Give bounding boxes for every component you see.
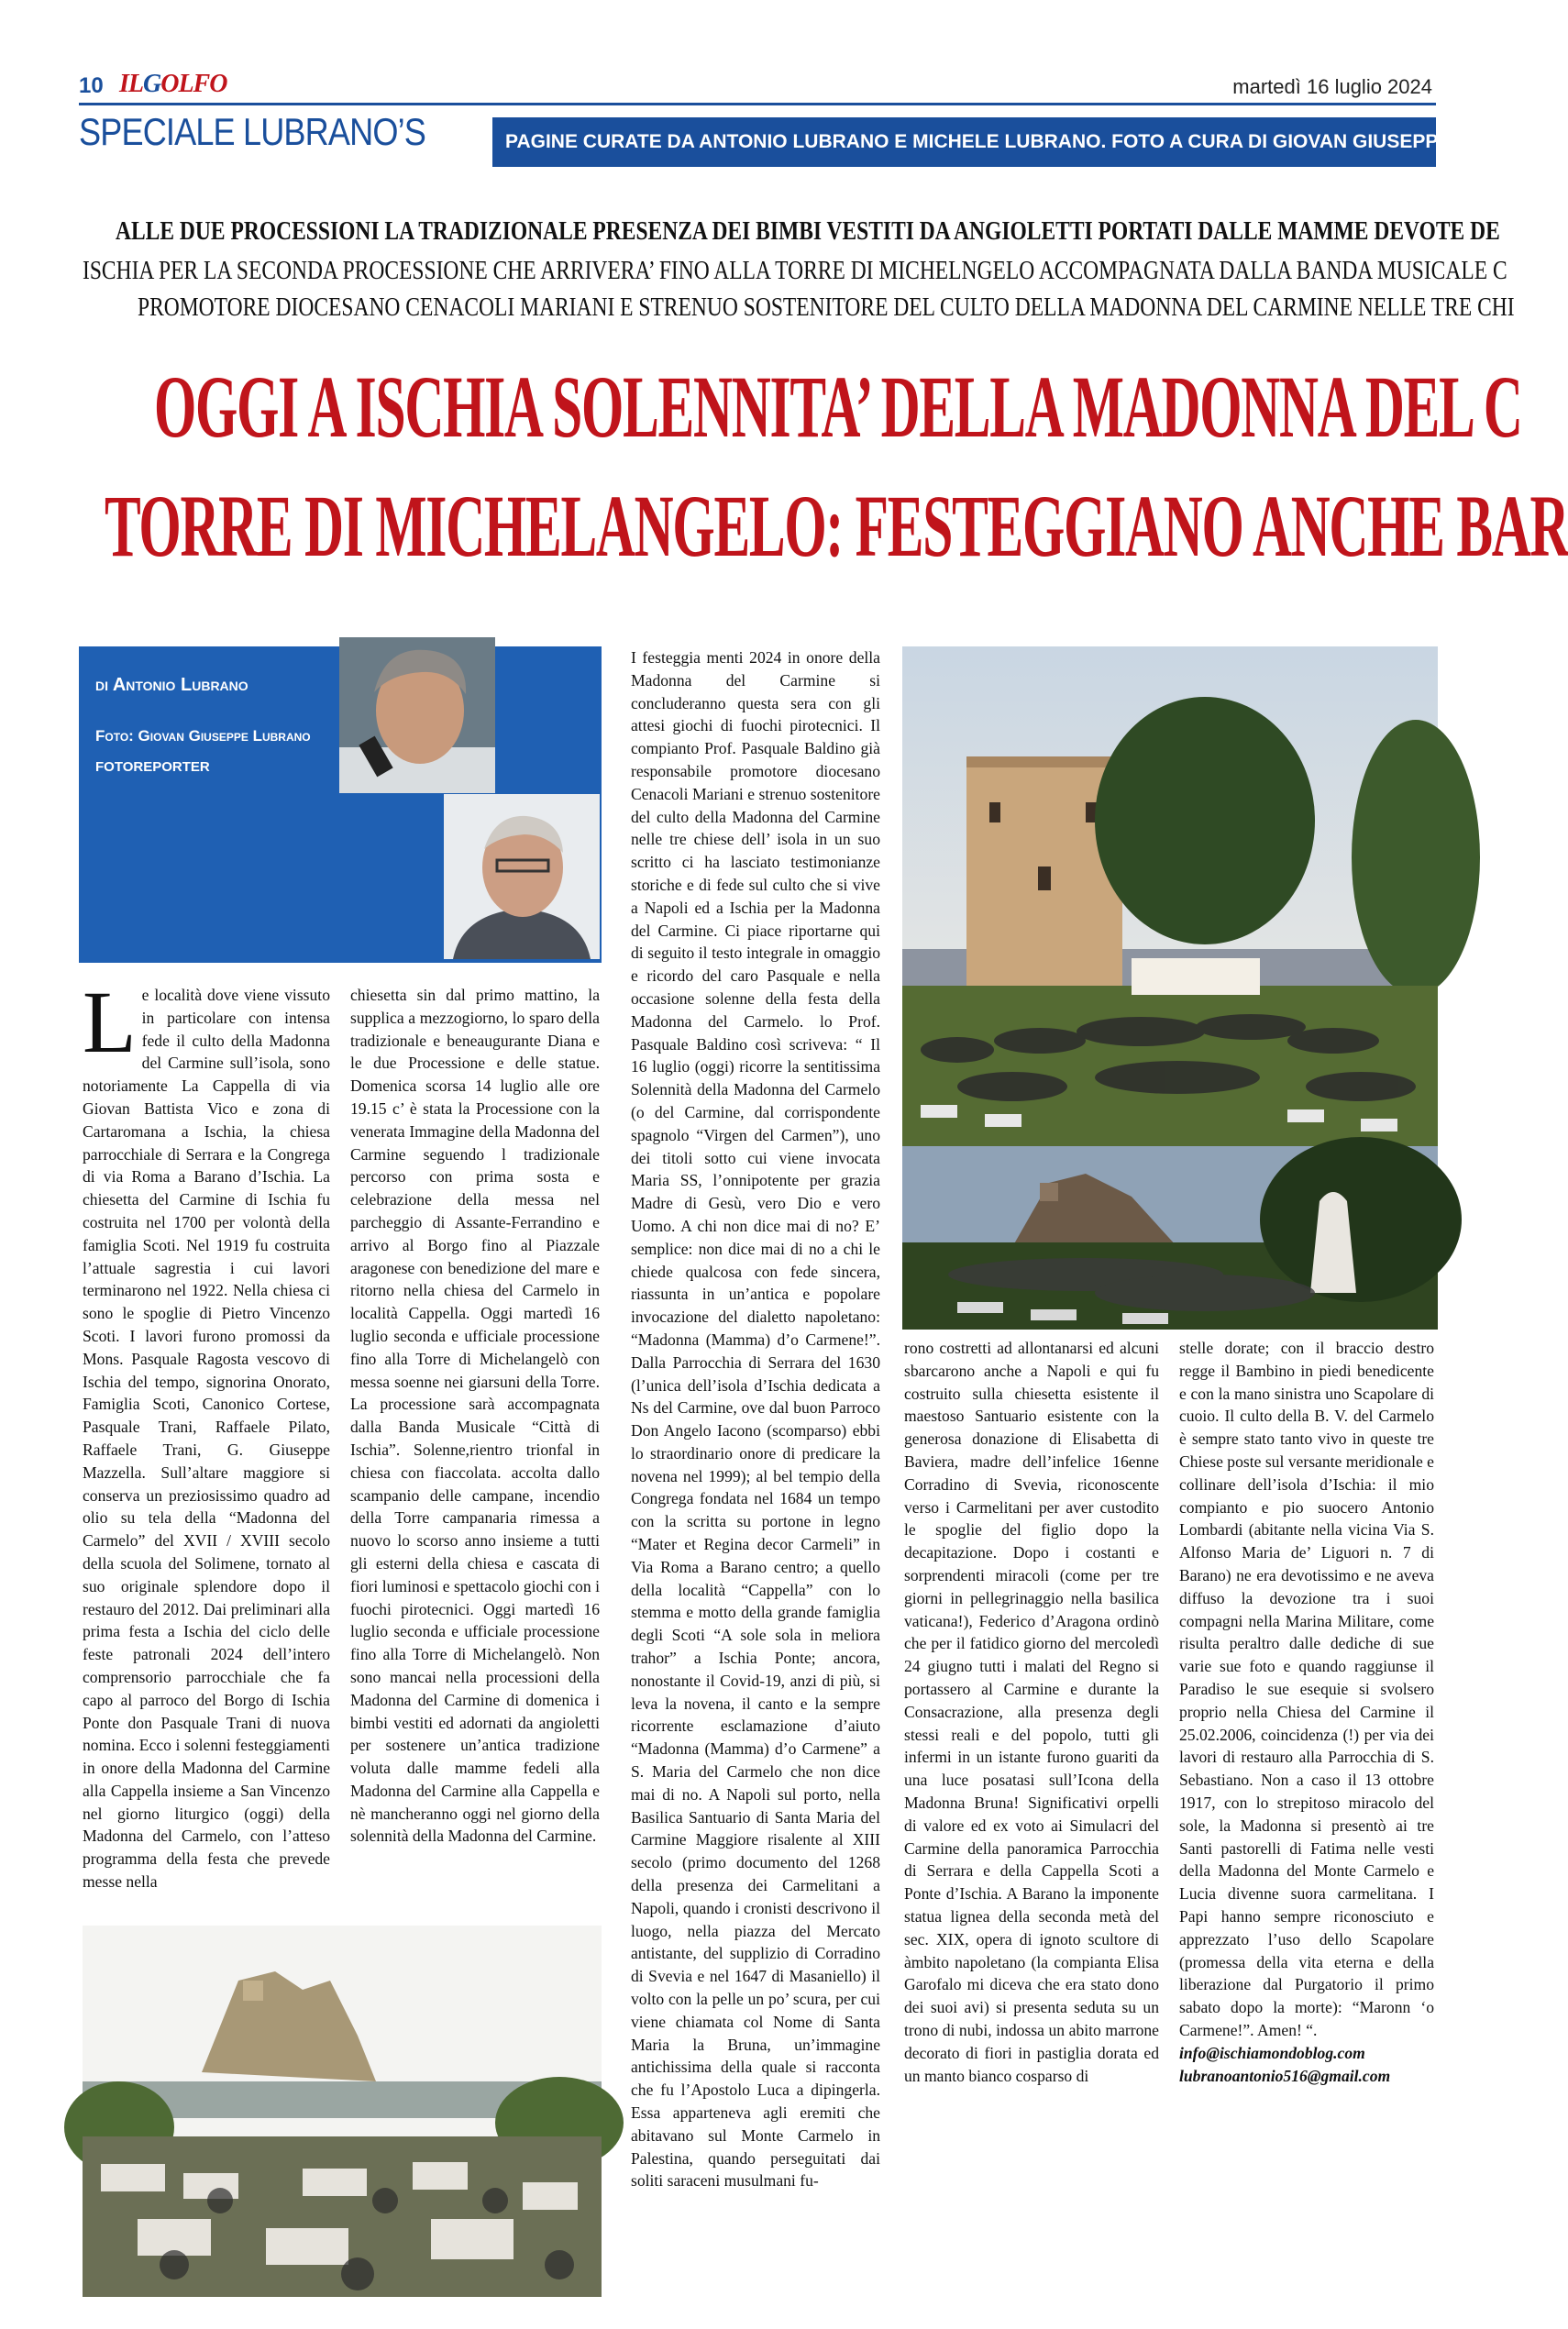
article-column-4 xyxy=(904,1337,1159,2087)
issue-date: martedì 16 luglio 2024 xyxy=(1232,75,1432,98)
kicker-line-1: ALLE DUE PROCESSIONI LA TRADIZIONALE PRESENZA DEI BIMBI VESTITI DA ANGIOLETTI PORTATI DALLE MAMME DEVOTE DE xyxy=(116,217,1500,246)
byline-role: FOTOREPORTER xyxy=(95,759,210,775)
article-column-5 xyxy=(1179,1337,1434,2087)
credits-banner: PAGINE CURATE DA ANTONIO LUBRANO E MICHELE LUBRANO. FOTO A CURA DI GIOVAN GIUSEPPE LUBRANO xyxy=(492,117,1436,167)
tower-mass-photo xyxy=(902,646,1438,1146)
header-rule xyxy=(79,103,1436,105)
contact-email-1: info@ischiamondoblog.com xyxy=(1179,2043,1365,2062)
article-text-5: stelle dorate; con il braccio destro regge il Bambino in piedi benedicente e con la mano sinistra uno Scapolare di cuoio. Il culto della B. V. del Carmelo è sempre stato tanto vivo in queste tre Chiese poste sul versante meridionale e collinare dell’isola d’Ischia: il mio compianto e pio suocero Antonio Lombardi (abitante nella vicina Via S. Alfonso Maria de’ Liguori n. 7 di Barano) ne era devotissimo e ne aveva diffuso la devozione tra i suoi compagni nella Marina Militare, come risulta peraltro dalle dediche di sue varie sue foto e quando raggiunse il Paradiso le sue esequie si svolsero proprio nella Chiesa del Carmine il 25.02.2006, coincidenza (!) per via dei lavori di restauro alla Parrocchia di S. Sebastiano. Non a caso il 13 ottobre 1917, con lo strepitoso miracolo del sole, la Madonna si presentò ai tre Santi pastorelli di Fatima nelle vesti della Madonna del Monte Carmelo e Lucia divenne suora carmelitana. I Papi hanno sempre riconosciuto e apprezzato l’uso dello Scapolare (promessa della vita eterna e della liberazione dal Purgatorio il primo sabato dopo la morte): “Maronn ‘o Carmene!”. Amen! “. xyxy=(1179,1339,1434,2039)
headline-line-2: TORRE DI MICHELANGELO: FESTEGGIANO ANCHE BAR xyxy=(105,477,1568,575)
headline-line-1: OGGI A ISCHIA SOLENNITA’ DELLA MADONNA DEL C xyxy=(154,358,1522,456)
crowd-procession-photo xyxy=(83,1926,602,2297)
kicker-line-3: PROMOTORE DIOCESANO CENACOLI MARIANI E STRENUO SOSTENITORE DEL CULTO DELLA MADONNA DEL CARMINE NELLE TRE CHI xyxy=(138,293,1515,322)
article-column-2 xyxy=(350,984,600,1848)
author-portrait xyxy=(339,637,495,793)
newspaper-logo: ILGOLFO xyxy=(119,70,227,98)
article-column-3 xyxy=(631,646,880,2192)
dropcap: L xyxy=(83,973,137,1071)
photographer-portrait xyxy=(444,794,600,959)
byline-author: di Antonio Lubrano xyxy=(95,675,248,695)
article-text-4: rono costretti ad allontanarsi ed alcuni sbarcarono anche a Napoli e qui fu costruito sulla chiesetta esistente il maestoso Santuario esistente con la generosa donazione di Elisabetta di Baviera, madre dell’infelice 16enne Corradino di Svevia, riconoscente verso i Carmelitani per aver custodito le spoglie del figlio dopo la decapitazione. Dopo i costanti e sorprendenti miracoli (come per tre giorni in pellegrinaggio nella basilica vaticana!), Federico d’Aragona ordinò che per il fatidico giorno del mercoledì 24 giugno tutti i malati del Regno si portassero al Carmine e durante la Consacrazione, alla presenza degli stessi reali e del popolo, tutti gli infermi in un istante furono guariti da una luce posatasi sull’Icona della Madonna Bruna! Significativi orpelli di valore ed ex voto ai Simulacri del Carmine della panoramica Parrocchia di Serrara e della Cappella Scoti a Ponte d’Ischia. A Barano la imponente statua lignea della seconda metà del sec. XIX, opera di ignoto scultore di àmbito napoletano (la compianta Elisa Garofalo mi diceva che era stato dono dei suoi avi) si presenta seduta su un trono di nubi, indossa un abito marrone decorato di fiori in pastiglia dorata ed un manto bianco cosparso di xyxy=(904,1339,1159,2085)
byline-photo-credit: Foto: Giovan Giuseppe Lubrano xyxy=(95,727,311,745)
article-text-2: chiesetta sin dal primo mattino, la supplica a mezzogiorno, lo sparo della tradizionale e beneaugurante Diana e le due Processione e delle statue. Domenica scorsa 14 luglio alle ore 19.15 c’ è stata la Processione con la venerata Immagine della Madonna del Carmine seguendo l tradizionale percorso con prima sosta e celebrazione della messa nel parcheggio di Assante-Ferrandino e arrivo al Borgo fino al Piazzale aragonese con benedizione del mare e ritorno nella chiesa del Carmelo in località Cappella. Oggi martedì 16 luglio seconda e ufficiale processione fino alla Torre di Michelangelò con messa soenne nei giarsuni della Torre. La processione sarà accompagnata dalla Banda Musicale “Città di Ischia”. Solenne,rientro trionfal in chiesa con fiaccolata. accolta dallo scampanio delle campane, incendio della Torre campanaria rimessa a nuovo lo scorso anno insieme a tutti gli esterni della chiesa e cascata di fiori luminosi e spettacolo giochi con i fuochi pirotecnici. Oggi martedì 16 luglio seconda e ufficiale processione fino alla Torre di Michelangelò. Non sono mancai nella processioni della Madonna del Carmine di domenica i bimbi vestiti ed adornati da angioletti per sostenere un’antica tradizione voluta dalle mamme fedeli alla Madonna del Carmine alla Cappella e nè mancheranno oggi nel giorno della solennità della Madonna del Carmine. xyxy=(350,986,600,1846)
contact-email-2: lubranoantonio516@gmail.com xyxy=(1179,2066,1391,2085)
article-text-1: e località dove viene vissuto in particolare con intensa fede il culto della Madonna del Carmine sull’isola, sono notoriamente La Cappella di via Giovan Battista Vico e zona di Cartaromana a Ischia, la chiesa parrocchiale di Serrara e la Congrega di via Roma a Barano d’Ischia. La chiesetta del Carmine di Ischia fu costruita nel 1700 per volontà della famiglia Scoti. Nel 1919 fu costruita l’attuale sagrestia i cui lavori terminarono nel 1922. Nella chiesa ci sono le spoglie di Pietro Vincenzo Scoti. I lavori furono promossi da Mons. Pasquale Ragosta vescovo di Ischia del tempo, signorina Onorato, Famiglia Scoti, Canonico Cortese, Pasquale Trani, Raffaele Pilato, Raffaele Trani, G. Giuseppe Mazzella. Sull’altare maggiore si conserva un preziosissimo quadro ad olio su tela della “Madonna del Carmelo” del XVII / XVIII secolo della scuola del Solimene, tornato al suo originale splendore dopo il restauro del 2012. Dai preliminari alla prima festa a Ischia del ciclo delle feste patronali 2024 dell’intero comprensorio parrocchiale che fa capo al parroco del Borgo di Ischia Ponte don Pasquale Trani di nuova nomina. Ecco i solenni festeggiamenti in onore della Madonna del Carmine alla Cappella insieme a San Vincenzo nel giorno liturgico (oggi) della Madonna del Carmelo, con l’atteso programma della festa che prevede messe nella xyxy=(83,986,330,1892)
article-column-1 xyxy=(83,973,330,1893)
kicker-line-2: ISCHIA PER LA SECONDA PROCESSIONE CHE ARRIVERA’ FINO ALLA TORRE DI MICHELNGELO ACCOMPAGNATA DALLA BANDA MUSICALE C xyxy=(83,257,1507,285)
castle-evening-photo xyxy=(902,1146,1438,1330)
article-text-3: I festeggia menti 2024 in onore della Madonna del Carmine si concluderanno questa sera con gli attesi giochi di fuochi pirotecnici. Il compianto Prof. Pasquale Baldino già responsabile promotore diocesano Cenacoli Mariani e strenuo sostenitore del culto della Madonna del Carmine nelle tre chiese dell’ isola in un suo scritto ci ha lasciato testimonianze storiche e di fede sul culto che si vive a Napoli ed a Ischia per la Madonna del Carmine. Ci piace riportarne qui di seguito il testo integrale in omaggio e ricordo del caro Pasquale e nella occasione solenne della festa della Madonna del Carmelo. lo Prof. Pasquale Baldino così scriveva: “ Il 16 luglio (oggi) ricorre la sentitissima Solennità della Madonna del Carmelo (o del Carmine, dal corrispondente spagnolo “Virgen del Carmen”), uno dei titoli sotto cui viene invocata Maria SS, l’onnipotente per grazia Madre di Gesù, vero Dio e vero Uomo. A chi non dice mai di no? E’ semplice: non dice mai di no a chi le chiede qualcosa con fede sincera, riassunta in un’antica e popolare invocazione del dialetto napoletano: “Madonna (Mamma) d’o Carmene!”. Dalla Parrocchia di Serrara del 1630 (l’unica dell’isola d’Ischia dedicata a Ns del Carmine, ove dal buon Parroco Don Angelo Iacono (scomparso) ebbi lo straordinario onore di predicare la novena nel 1999); al bel tempio della Congrega fondata nel 1684 un tempo con la scritta su portone in legno “Mater et Regina decor Carmeli” in Via Roma a Barano centro; a quello della località “Cappella” con lo stemma e motto della grande famiglia degli Scoti “A sole sola in meliora trahor” a Ischia Ponte; ancora, nonostante il Covid-19, anzi di più, si leva la novena, il canto e la sempre ricorrente esclamazione d’aiuto “Madonna (Mamma) d’o Carmene” a S. Maria del Carmelo che non dice mai di no. A Napoli sul porto, nella Basilica Santuario di Santa Maria del Carmine Maggiore risalente al XIII secolo (primo documento del 1268 della presenza dei Carmelitani a Napoli, quando i cronisti descrivono il luogo, nella piazza del Mercato antistante, del supplizio di Corradino di Svevia e nel 1647 di Masaniello) il volto con la pelle un po’ scura, per cui viene chiamata col Nome di Santa Maria la Bruna, un’immagine antichissima della quale si racconta che fu l’Apostolo Luca a dipingerla. Essa apparteneva agli eremiti che abitavano sul Monte Carmelo in Palestina, quando perseguitati dai soliti saraceni musulmani fu- xyxy=(631,648,880,2191)
section-title: SPECIALE LUBRANO’S xyxy=(79,110,425,153)
page-number: 10 xyxy=(79,73,104,98)
